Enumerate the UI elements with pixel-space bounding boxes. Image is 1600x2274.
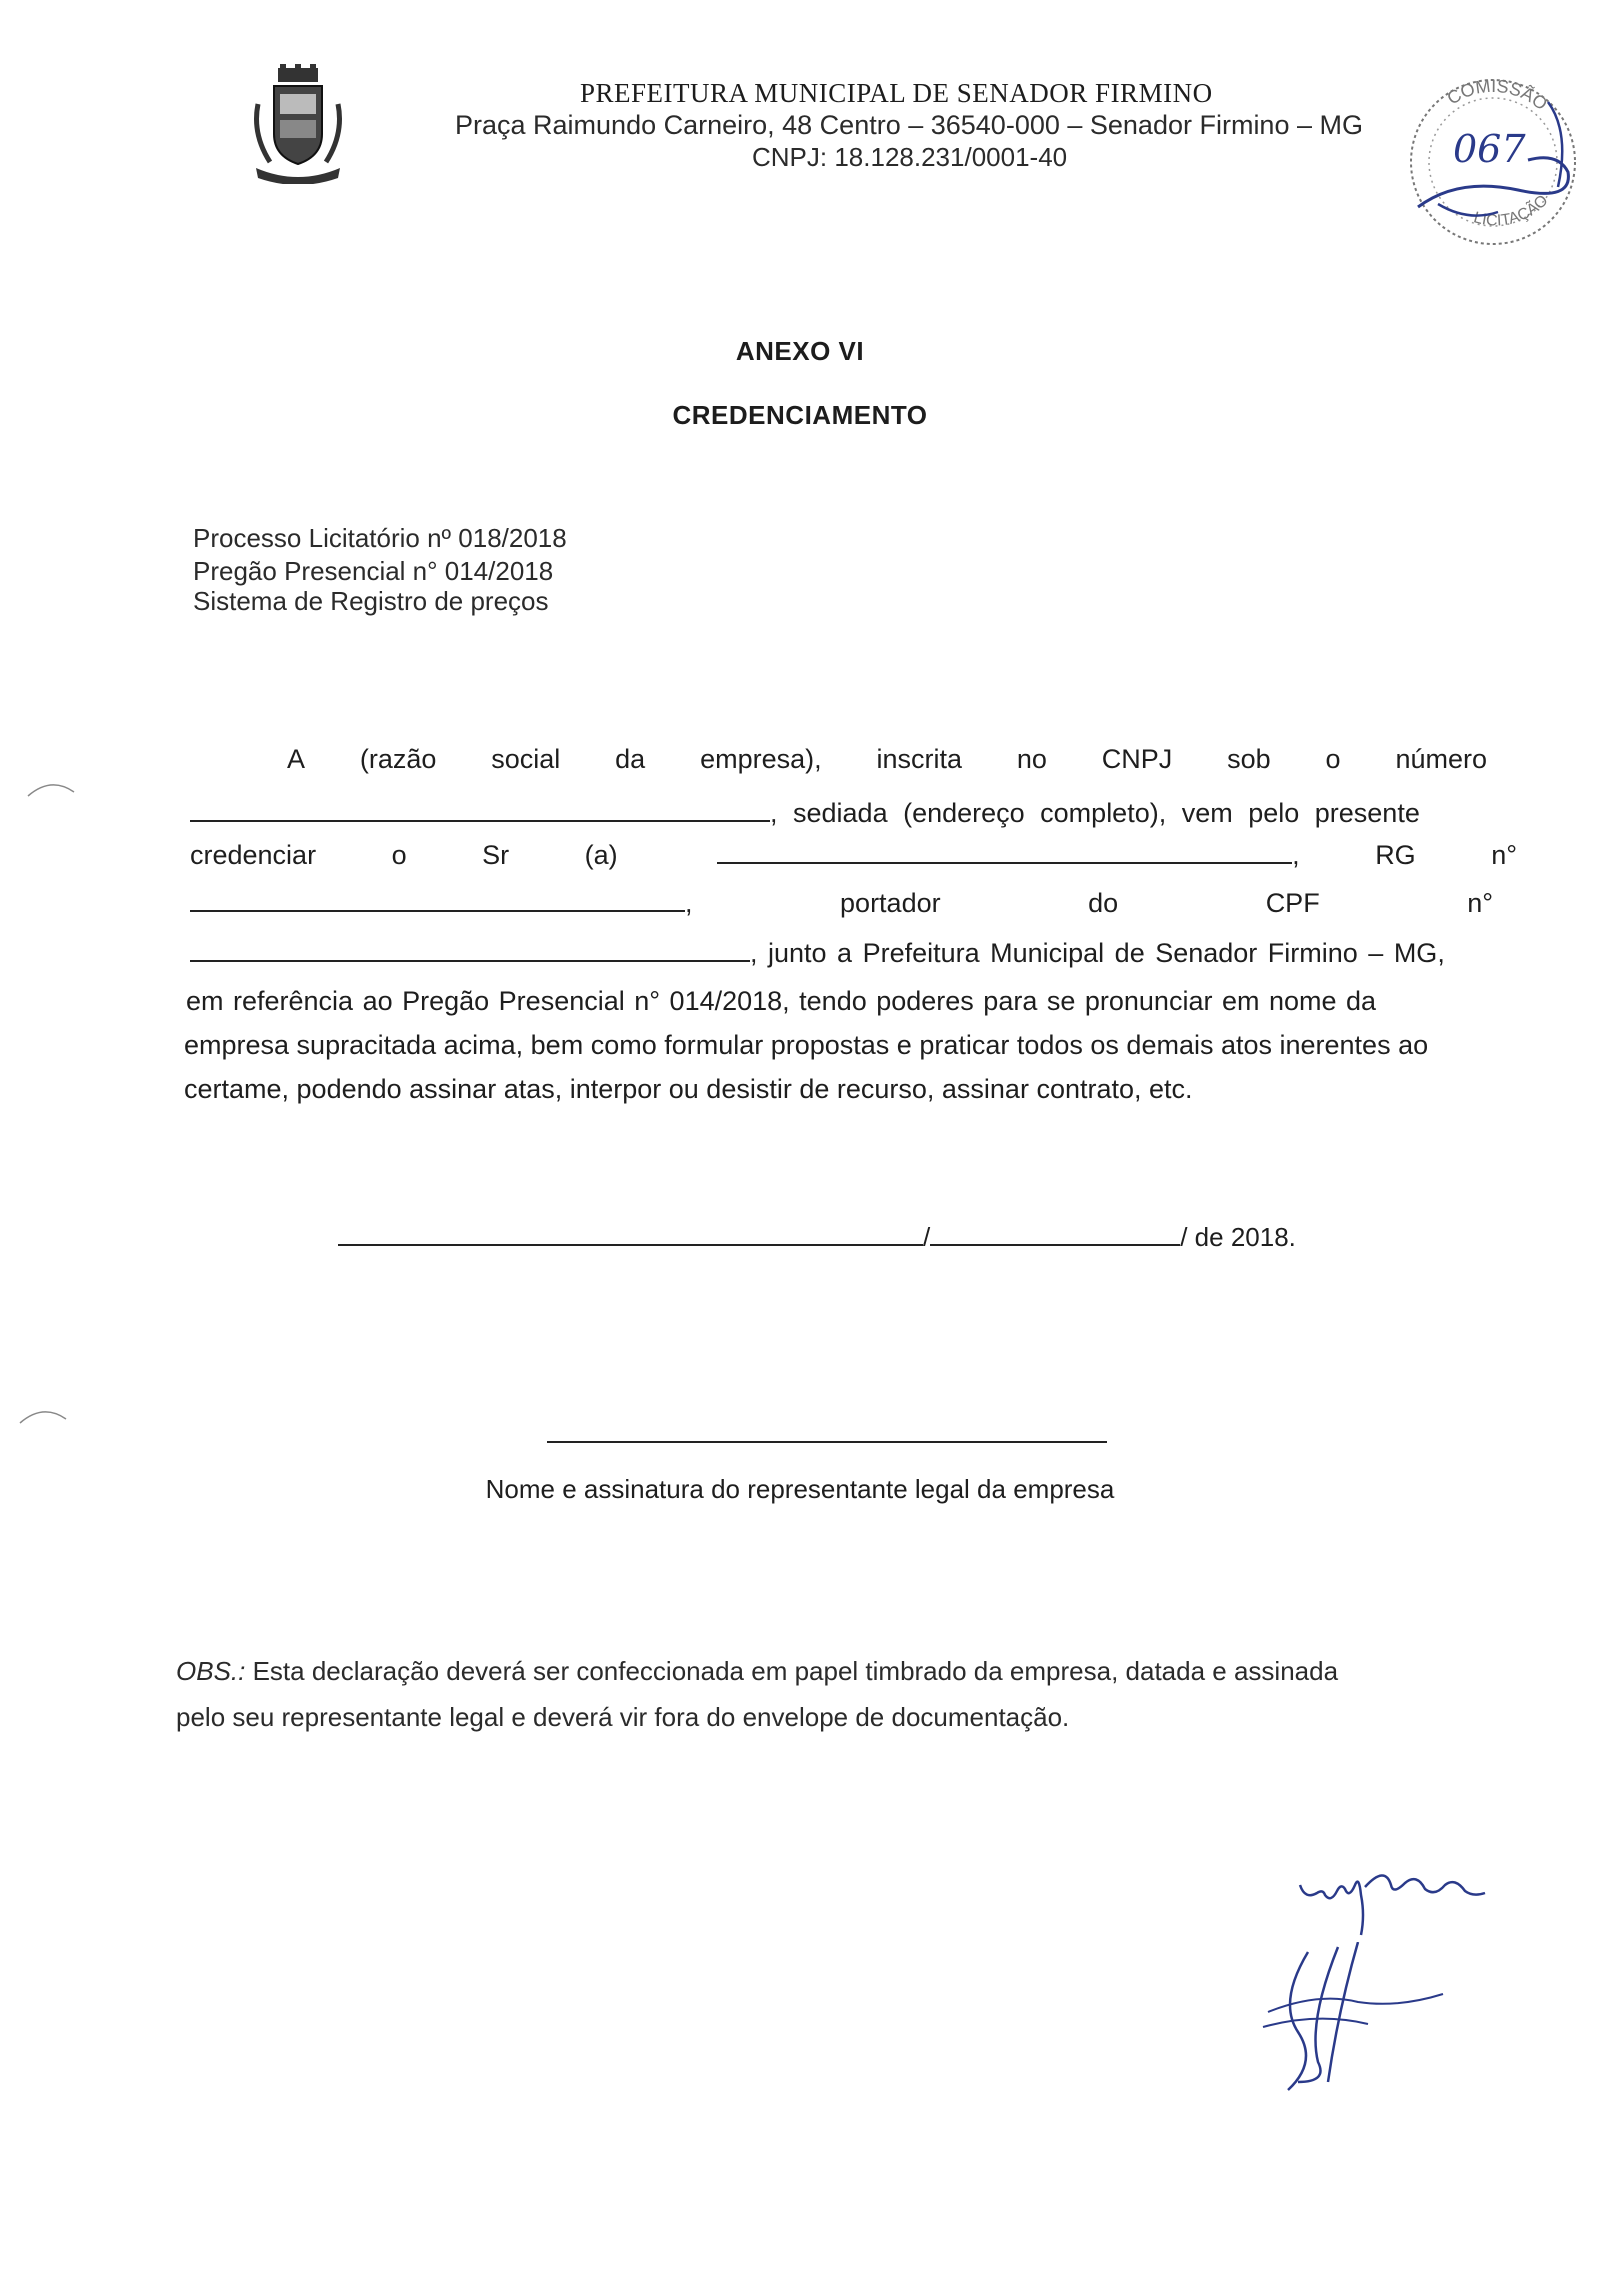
body-line-8: certame, podendo assinar atas, interpor ou desistir de recurso, assinar contrato, etc.	[184, 1074, 1193, 1104]
month-blank	[930, 1243, 1180, 1246]
document-title: CREDENCIAMENTO	[672, 400, 928, 430]
body-line-5: , junto a Prefeitura Municipal de Senador Firmino – MG,	[190, 938, 1490, 969]
handwritten-initials	[1295, 1855, 1490, 1955]
signature-line	[547, 1441, 1107, 1443]
stamp-ring-top: COMISSÃO	[1443, 75, 1552, 115]
header-title: PREFEITURA MUNICIPAL DE SENADOR FIRMINO	[580, 78, 1213, 108]
annex-title: ANEXO VI	[735, 336, 865, 366]
handwritten-signature	[1258, 1942, 1448, 2092]
coat-of-arms-icon	[248, 64, 348, 184]
cpf-blank	[190, 959, 750, 962]
cnpj-blank	[190, 819, 770, 822]
body-line-7: empresa supracitada acima, bem como formular propostas e praticar todos os demais atos inerentes ao	[184, 1030, 1429, 1060]
body-line-3: credenciar o Sr (a) , RG n°	[190, 840, 1518, 870]
city-day-blank	[338, 1243, 923, 1246]
signature-label: Nome e assinatura do representante legal da empresa	[485, 1474, 1115, 1504]
rg-blank	[190, 909, 685, 912]
scan-mark	[18, 1405, 68, 1425]
stamp-ring-bottom: LICITAÇÃO	[1471, 191, 1552, 230]
process-number: Processo Licitatório nº 018/2018	[193, 523, 567, 553]
obs-line-1: OBS.: Esta declaração deverá ser confeccionada em papel timbrado da empresa, datada e assinada	[176, 1656, 1339, 1686]
registry-system: Sistema de Registro de preços	[193, 586, 549, 616]
date-line: / / de 2018.	[338, 1222, 1296, 1253]
body-line-1: A (razão social da empresa), inscrita no CNPJ sob o número	[287, 744, 1487, 774]
stamp-page-number: 067	[1453, 127, 1526, 171]
scan-mark	[26, 778, 76, 798]
body-line-4: , portador do CPF n°	[190, 888, 1490, 919]
header-address: Praça Raimundo Carneiro, 48 Centro – 36540-000 – Senador Firmino – MG	[455, 110, 1363, 140]
obs-line-2: pelo seu representante legal e deverá vir fora do envelope de documentação.	[176, 1702, 1070, 1732]
representative-name-blank	[717, 861, 1292, 864]
auction-number: Pregão Presencial n° 014/2018	[193, 556, 554, 586]
header-cnpj: CNPJ: 18.128.231/0001-40	[752, 142, 1068, 172]
body-line-6: em referência ao Pregão Presencial n° 014/2018, tendo poderes para se pronunciar em nome da	[186, 986, 1377, 1016]
page-stamp	[1398, 62, 1588, 262]
obs-label: OBS.:	[176, 1656, 246, 1686]
body-line-2: , sediada (endereço completo), vem pelo presente	[190, 798, 1490, 829]
